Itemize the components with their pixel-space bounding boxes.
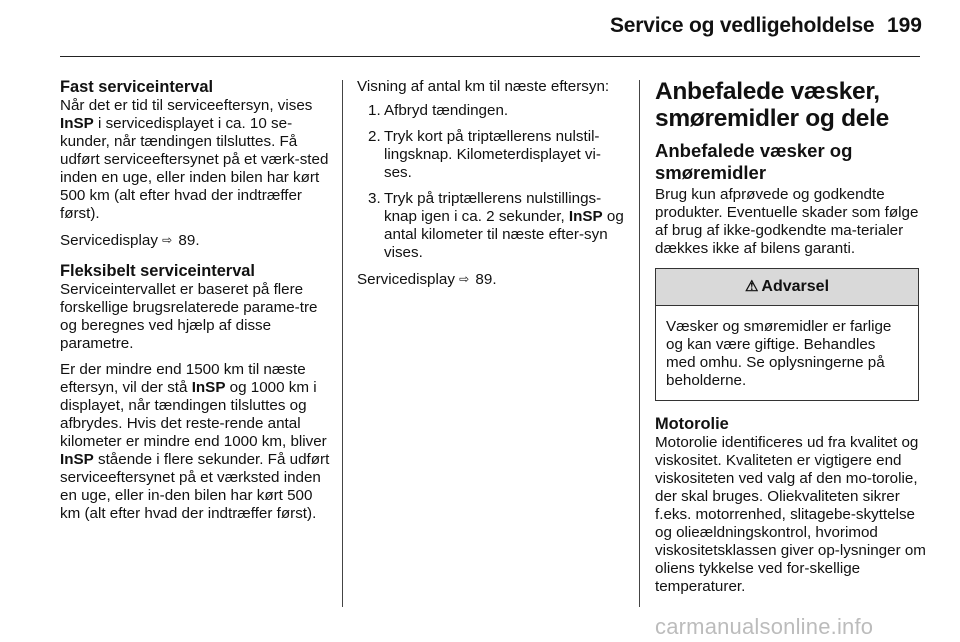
heading-fleksibelt-serviceinterval: Fleksibelt serviceinterval — [60, 262, 255, 280]
warning-title: Advarsel — [761, 278, 830, 295]
page-reference-icon: ⇨ — [162, 233, 173, 247]
column-divider-2 — [639, 80, 640, 607]
steps-list — [357, 102, 627, 262]
insp-label: InSP — [568, 208, 603, 225]
list-item: 3. Tryk på triptællerens nulstillings-knap igen i ca. 2 sekunder, InSP og antal kilometer til næste efter-syn vises. — [368, 190, 624, 261]
paragraph-intro: Brug kun afprøvede og godkendte produkter. Eventuelle skader som følge af brug af ikke-godkendte ma-terialer dækkes ikke af bilens garanti. — [655, 186, 919, 257]
header-divider — [60, 56, 920, 57]
heading-anbefalede-vaesker-dele: Anbefalede væsker, smøremidler og dele — [655, 78, 889, 132]
paragraph-flex-1: Serviceintervallet er baseret på flere forskellige brugsrelaterede parame-tre og beregnes ved hjælp af disse parametre. — [60, 281, 318, 352]
insp-label: InSP — [60, 451, 94, 468]
watermark-logo: carmanualsonline.info — [655, 614, 874, 639]
insp-label: InSP — [60, 115, 94, 132]
heading-motorolie: Motorolie — [655, 415, 729, 433]
paragraph-flex-2: Er der mindre end 1500 km til næste eftersyn, vil der stå InSP og 1000 km i displayet, når tændingen tilsluttes og afbrydes. Hvis det reste-rende antal kilometer er mindre end 1000 km, bliver InSP stående i flere sekunder. Få udført serviceeftersynet på et værksted inden en uge, eller in-den bilen har kørt 500 km (alt efter hvad der indtræffer først). — [60, 361, 330, 522]
column-1 — [60, 78, 330, 531]
paragraph-fast-interval: Når det er tid til serviceeftersyn, vises InSP i servicedisplayet i ca. 10 se-kunder, når tændingen tilsluttes. Få udført serviceeftersynet på et værk-sted inden en uge, eller inden bilen har kørt 500 km (alt efter hvad der indtræffer først). — [60, 97, 329, 222]
column-2 — [357, 78, 627, 297]
page-header-title: Service og vedligeholdelse — [610, 14, 875, 37]
paragraph-motorolie: Motorolie identificeres ud fra kvalitet og viskositet. Kvaliteten er vigtigere end viskositeten ved valg af den mo-torolie, der skal bruges. Oliekvaliteten sikrer f.eks. motorrenhed, slitagebe-skyttelse og olieældningskontrol, hvorimod viskositetsklassen giver op-lysninger om oliens tykkelse ved for-skellige temperaturer. — [655, 434, 926, 595]
heading-anbefalede-vaesker: Anbefalede væsker og smøremidler — [655, 140, 853, 183]
cross-reference-servicedisplay[interactable]: Servicedisplay ⇨ 89. — [60, 232, 200, 249]
page-number: 199 — [886, 14, 922, 37]
column-3 — [655, 78, 927, 604]
insp-label: InSP — [191, 379, 226, 396]
list-item: 2. Tryk kort på triptællerens nulstil-lingsknap. Kilometerdisplayet vi-ses. — [368, 128, 601, 181]
warning-icon: ⚠ — [744, 278, 759, 295]
column-divider-1 — [342, 80, 343, 607]
cross-reference-servicedisplay[interactable]: Servicedisplay ⇨ 89. — [357, 271, 497, 288]
warning-header — [656, 269, 918, 306]
heading-fast-serviceinterval: Fast serviceinterval — [60, 78, 214, 96]
list-item: 1. Afbryd tændingen. — [368, 102, 509, 119]
page-reference-icon: ⇨ — [459, 272, 470, 286]
warning-box — [655, 268, 919, 401]
paragraph-km-display-intro: Visning af antal km til næste eftersyn: — [357, 78, 610, 95]
warning-body: Væsker og smøremidler er farlige og kan være giftige. Behandles med omhu. Se oplysningerne på beholderne. — [666, 318, 892, 389]
